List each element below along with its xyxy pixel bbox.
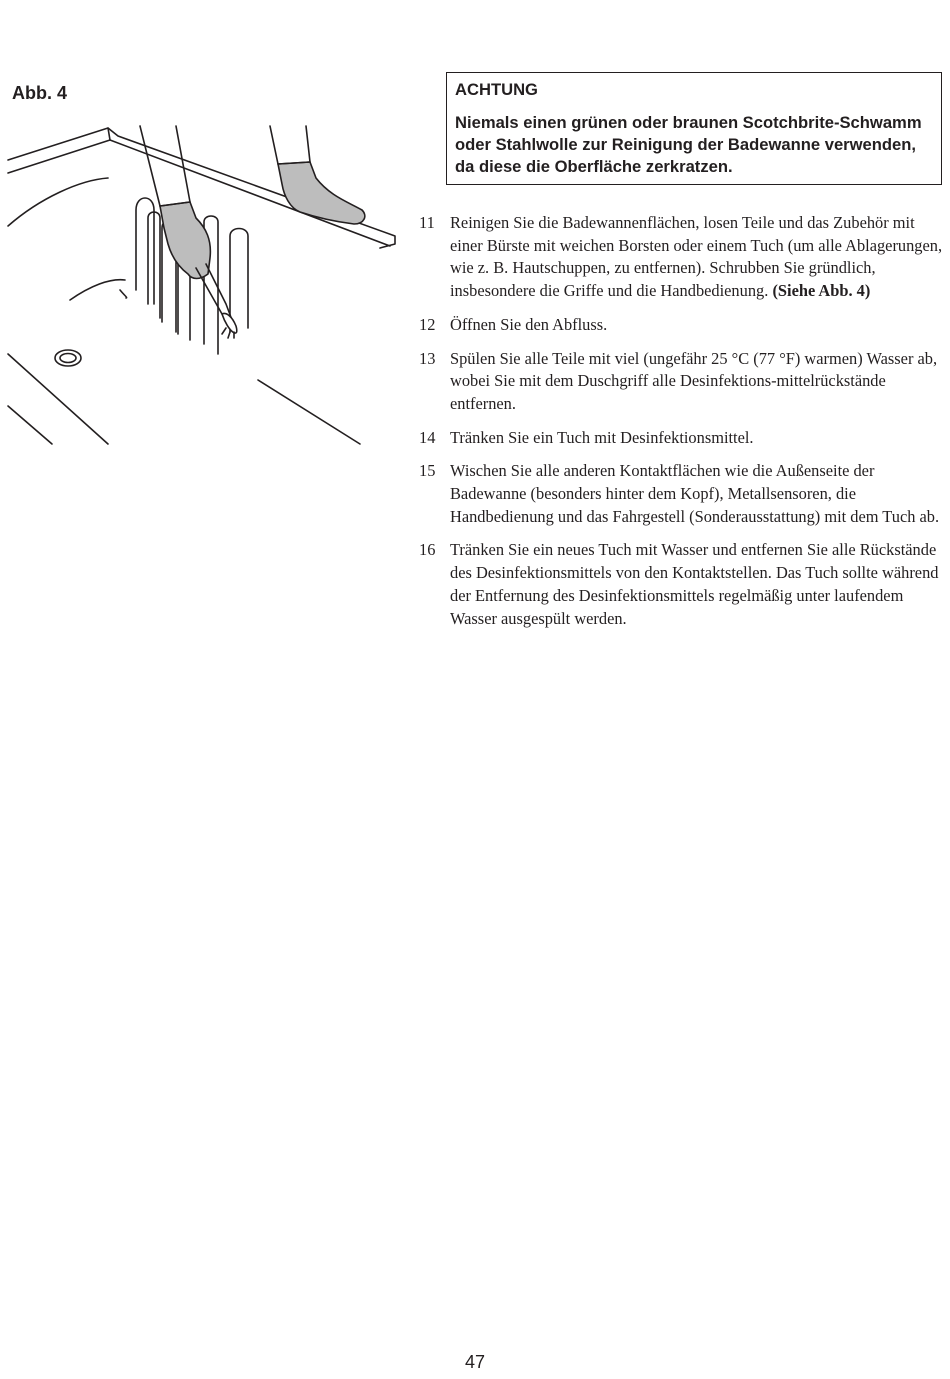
- step-number: 14: [419, 427, 436, 447]
- list-item: [414, 539, 944, 630]
- glove-left: [160, 202, 210, 279]
- step-number: 11: [419, 213, 435, 232]
- tub-rib: [136, 198, 154, 304]
- step-text: Wischen Sie alle anderen Kontaktflächen wie die Außenseite der Badewanne (besonders hinter dem Kopf), Metallsensoren, die Handbedienung und das Fahrgestell (Sonderausstattung) mit dem Tuch ab.: [450, 461, 940, 526]
- instruction-steps: [414, 212, 944, 641]
- list-item: [414, 427, 944, 450]
- step-text: Reinigen Sie die Badewannenflächen, losen Teile und das Zubehör mit einer Bürste mit weichen Borsten oder einem Tuch (um alle Ablagerungen, wie z. B. Hautschuppen, zu entfernen). Schrubben Sie gründlich, insbesondere die Griffe und die Handbedienung. (Siehe Abb. 4): [450, 213, 943, 301]
- arm-left: [140, 126, 160, 206]
- step-number: 16: [419, 540, 436, 560]
- arm-right: [270, 126, 278, 164]
- tub-rib: [230, 229, 248, 333]
- list-item: [414, 212, 944, 303]
- figure-label: Abb. 4: [12, 83, 68, 103]
- page-number: 47: [464, 1352, 486, 1372]
- list-item: [414, 314, 944, 337]
- step-text: Tränken Sie ein neues Tuch mit Wasser und entfernen Sie alle Rückstände des Desinfektionsmittels von den Kontaktstellen. Das Tuch sollte während der Entfernung des Desinfektionsmittels regelmäßig unter laufendem Wasser ausgespült werden.: [450, 540, 939, 628]
- caution-text: Niemals einen grünen oder braunen Scotchbrite-Schwamm oder Stahlwolle zur Reinigung der Badewanne verwenden, da diese die Oberfläche zerkratzen.: [455, 113, 922, 176]
- bathtub-cleaning-illustration: [0, 118, 400, 448]
- list-item: [414, 348, 944, 416]
- glove-right: [278, 162, 365, 224]
- list-item: [414, 460, 944, 528]
- caution-box: [446, 72, 942, 185]
- drain-icon: [55, 350, 81, 366]
- step-text: Tränken Sie ein Tuch mit Desinfektionsmittel.: [450, 427, 754, 447]
- step-text: Öffnen Sie den Abfluss.: [450, 314, 608, 334]
- step-number: 15: [419, 461, 436, 481]
- step-number: 13: [419, 348, 436, 368]
- step-text: Spülen Sie alle Teile mit viel (ungefähr 25 °C (77 °F) warmen) Wasser ab, wobei Sie mit dem Duschgriff alle Desinfektions-mittelrückstände entfernen.: [450, 348, 938, 413]
- step-number: 12: [419, 314, 436, 334]
- tub-inner-contour: [8, 178, 108, 226]
- figure-reference: (Siehe Abb. 4): [772, 281, 871, 301]
- caution-title: ACHTUNG: [455, 80, 538, 99]
